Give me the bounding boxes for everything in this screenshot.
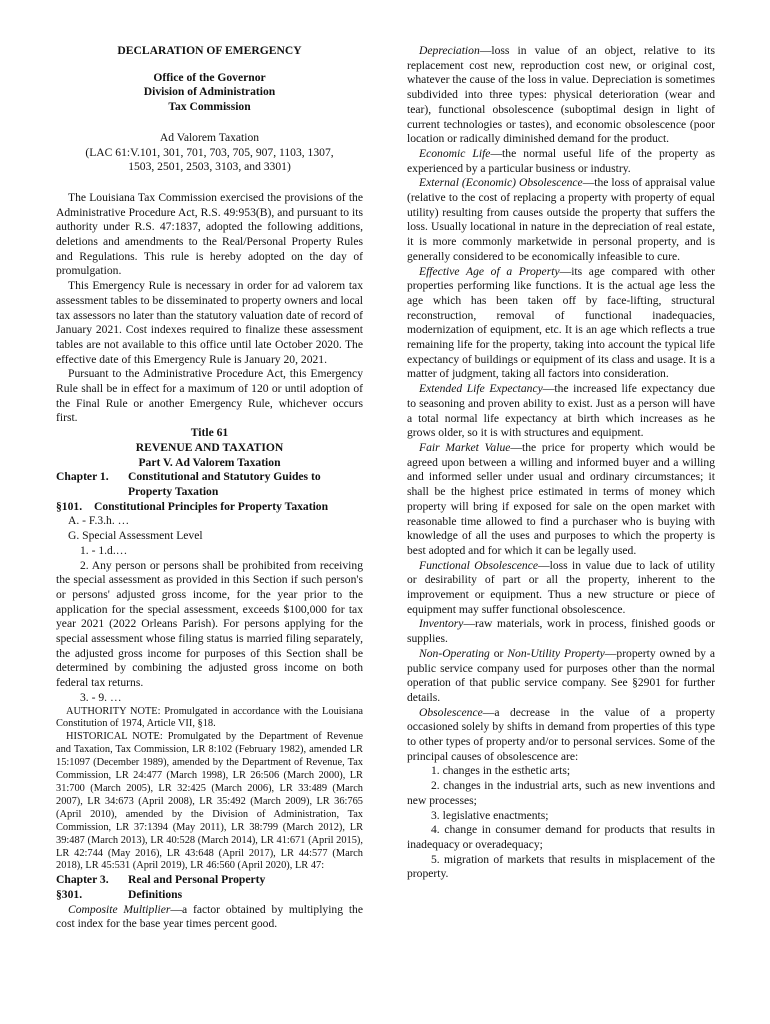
term-external-obsolescence: External (Economic) Obsolescence — [419, 176, 583, 190]
term-obsolescence: Obsolescence — [419, 705, 483, 719]
part-heading: Part V. Ad Valorem Taxation — [138, 455, 281, 469]
section-301-title: Definitions — [128, 888, 183, 902]
revenue-heading: REVENUE AND TAXATION — [135, 440, 284, 454]
term-depreciation: Depreciation — [419, 44, 480, 57]
term-economic-life: Economic Life — [419, 146, 491, 160]
definition-non-operating: Non-Operating or Non-Utility Property—property owned by a public service company used for purposes other than the normal operation of that public service company. See §2901 for further details. — [407, 646, 715, 704]
definition-effective-age: Effective Age of a Property—its age compared with other properties performing like functions. It is the actual age less the age which has been taken off by face-lifting, structural reconstruction, removal of functional inadequacies, modernization of equipment, etc. It is an age which reflects a true remaining life for the property, taking into account the typical life expectancy of buildings or equipment of its class and usage. It is a matter of judgment, taking all factors into consideration. — [407, 264, 715, 381]
subject-line: Ad Valorem Taxation — [159, 130, 260, 144]
term-non-utility: Non-Utility Property — [507, 646, 605, 660]
chapter-3-title: Real and Personal Property — [128, 873, 266, 887]
agency-line-3: Tax Commission — [168, 100, 251, 114]
section-301-number: §301. — [56, 888, 83, 902]
item-g3: 3. - 9. … — [80, 690, 122, 704]
right-column — [407, 44, 715, 882]
term-non-operating: Non-Operating — [419, 646, 490, 660]
rule-citation: (LAC 61:V.101, 301, 701, 703, 705, 907, 1103, 1307, 1503, 2501, 2503, 3103, and 3301) — [85, 145, 334, 174]
agency-line-1: Office of the Governor — [153, 70, 266, 84]
definition-extended-life: Extended Life Expectancy—the increased life expectancy due to seasoning and proven ability to exist. Just as a person will have a total normal life expectancy at birth which increases as he grows older, so it is with structures and equipment. — [407, 382, 716, 440]
paragraph-duration: Pursuant to the Administrative Procedure Act, this Emergency Rule shall be in effect for a maximum of 120 or until adoption of the Final Rule or another Emergency Rule, whichever occurs first. — [56, 367, 363, 425]
definition-depreciation: Depreciation—loss in value of an object, relative to its replacement cost new, reproduction cost new, or original cost, whatever the cause of the loss in value. Depreciation is sometimes subdivided into three types: physical deterioration (wear and tear), functional obsolescence (suboptimal design in light of current technologies or tastes), and economic obsolescence (poor location or radically diminished demand for the product. — [407, 44, 715, 146]
item-g2: 2. Any person or persons shall be prohibited from receiving the special assessment as provided in this Section if such person's or persons' adjusted gross income, for the year prior to the application for the special assessment, exceeds $100,000 for tax year 2021 (2022 Orleans Parish). For persons applying for the special assessment whose filing status is married filing separately, the adjusted gross income for purposes of this Section shall be determined by combining the adjusted gross income on both federal tax returns. — [56, 558, 363, 690]
subsection-g: G. Special Assessment Level — [68, 529, 203, 543]
left-column — [56, 44, 363, 932]
term-inventory: Inventory — [419, 617, 464, 631]
definition-fair-market-value: Fair Market Value—the price for property which would be agreed upon between a willing and informed buyer and a willing and informed seller under usual and ordinary circumstances; it shall be the highest price estimated in terms of money which property will bring if exposed for sale on the open market with reasonable time allowed to find a purchaser who is buying with knowledge of all the uses and purposes to which the property is best adopted and for which it can be legally used. — [407, 440, 715, 557]
definition-composite-multiplier: Composite Multiplier—a factor obtained by multiplying the cost index for the base year times percent good. — [56, 902, 363, 931]
definition-obsolescence: Obsolescence—a decrease in the value of a property occasioned solely by shifts in demand from properties of this type to other types of property and/or to personal services. Some of the principal causes of obsolescence are: — [407, 705, 715, 763]
cause-item: 4. change in consumer demand for products that results in inadequacy or overadequacy; — [407, 823, 715, 851]
declaration-title: DECLARATION OF EMERGENCY — [117, 44, 302, 57]
chapter-3-number: Chapter 3. — [56, 873, 109, 887]
term-effective-age: Effective Age of a Property — [419, 264, 560, 278]
term-composite-multiplier: Composite Multiplier — [68, 902, 171, 916]
cause-item: 5. migration of markets that results in misplacement of the property. — [407, 852, 715, 881]
term-functional-obsolescence: Functional Obsolescence — [419, 558, 539, 572]
chapter-3-heading — [56, 873, 363, 888]
authority-note: AUTHORITY NOTE: Promulgated in accordance with the Louisiana Constitution of 1974, Article VII, §18. — [56, 705, 363, 730]
historical-note: HISTORICAL NOTE: Promulgated by the Department of Revenue and Taxation, Tax Commission, LR 8:102 (February 1982), amended LR 15:1097 (December 1989), amended by the Department of Revenue, Tax Commission, LR 24:477 (March 1998), LR 26:506 (March 2000), LR 31:700 (March 2005), LR 32:425 (March 2006), LR 33:489 (March 2007), LR 34:673 (April 2008), LR 35:492 (March 2009), LR 36:765 (April 2010), amended by the Division of Administration, Tax Commission, LR 37:1394 (May 2011), LR 38:799 (March 2012), LR 39:487 (March 2013), LR 40:528 (March 2014), LR 41:671 (April 2015), LR 42:744 (May 2016), LR 43:648 (April 2017), LR 44:577 (March 2018), LR 45:531 (April 2019), LR 46:560 (April 2020), LR 47: — [56, 731, 363, 872]
paragraph-authority: The Louisiana Tax Commission exercised the provisions of the Administrative Procedure Act, R.S. 49:953(B), and pursuant to its authority under R.S. 47:1837, adopted the following additions, deletions and amendments to the Real/Personal Property Rules and Regulations. This rule is hereby adopted on the day of promulgation. — [56, 190, 363, 278]
agency-line-2: Division of Administration — [143, 85, 276, 99]
chapter-1-title: Constitutional and Statutory Guides to Property Taxation — [128, 470, 321, 498]
definition-inventory: Inventory—raw materials, work in process, finished goods or supplies. — [407, 617, 715, 646]
term-fair-market-value: Fair Market Value — [419, 440, 511, 454]
term-extended-life: Extended Life Expectancy — [419, 382, 543, 396]
definition-functional-obsolescence: Functional Obsolescence—loss in value due to lack of utility or desirability of part or all the property, inherent to the improvement or equipment. Thus a new structure or piece of equipment may suffer functional obsolescence. — [407, 558, 715, 616]
chapter-1-heading — [56, 470, 363, 499]
item-g1: 1. - 1.d.… — [80, 543, 128, 557]
section-101-number: §101. — [56, 499, 83, 513]
cause-item: 2. changes in the industrial arts, such as new inventions and new processes; — [407, 779, 715, 807]
paragraph-necessity: This Emergency Rule is necessary in order for ad valorem tax assessment tables to be disseminated to property owners and local tax assessors no later than the statutory valuation date of record of January 2021. Cost indexes required to finalize these assessment tables are not available to this office until late October 2020. The effective date of this Emergency Rule is January 20, 2021. — [56, 279, 363, 366]
chapter-1-number: Chapter 1. — [56, 470, 109, 484]
definition-external-obsolescence: External (Economic) Obsolescence—the loss of appraisal value (relative to the cost of replacing a property with property of equal utility) resulting from causes outside the property that suffers the loss. Usually locational in nature in the depreciation of real estate, it is more commonly marketwide in personal property, and is generally considered to be economically infeasible to cure. — [407, 176, 715, 263]
definition-economic-life: Economic Life—the normal useful life of the property as experienced by a particular business or industry. — [407, 146, 715, 175]
cause-item: 3. legislative enactments; — [431, 808, 549, 822]
section-101-title: Constitutional Principles for Property Taxation — [94, 499, 329, 513]
section-101-heading — [56, 500, 363, 515]
title-61: Title 61 — [190, 426, 229, 440]
cause-item: 1. changes in the esthetic arts; — [431, 764, 571, 778]
subsection-a-f: A. - F.3.h. … — [68, 514, 130, 528]
section-301-heading — [56, 888, 363, 903]
